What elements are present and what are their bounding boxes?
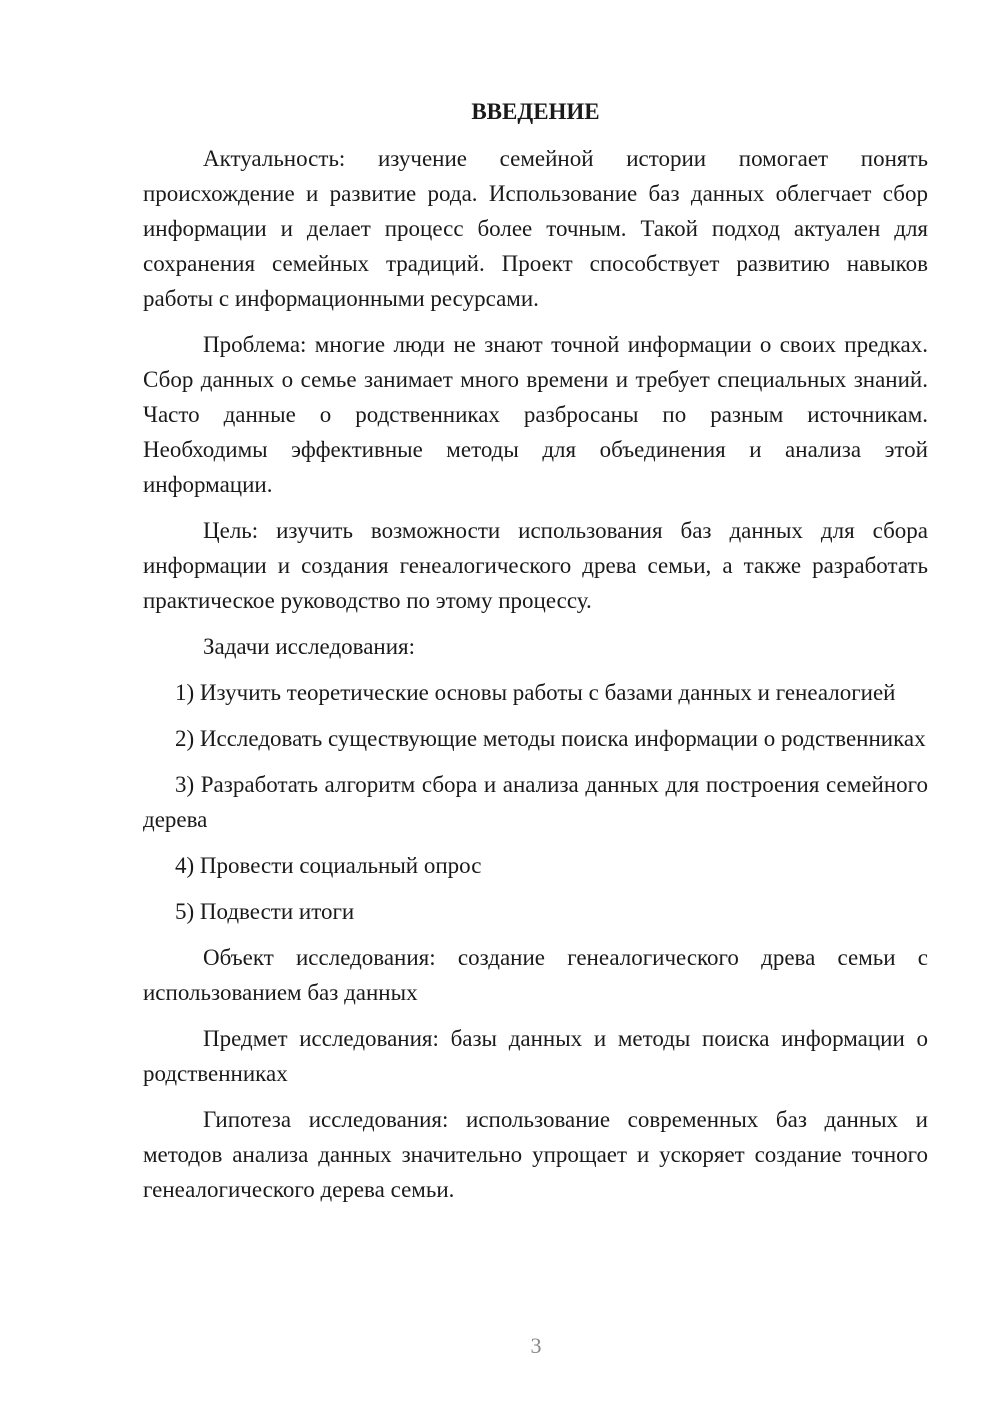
tasks-list [143,675,928,929]
paragraph-object: Объект исследования: создание генеалогического древа семьи с использованием баз данных [143,945,928,1005]
list-item: 2) Исследовать существующие методы поиска информации о родственниках [175,726,926,751]
list-item: 5) Подвести итоги [175,899,355,924]
paragraph-relevance: Актуальность: изучение семейной истории помогает понять происхождение и развитие рода. Использование баз данных облегчает сбор информации и делает процесс более точным. Такой подход актуален для сохранения семейных традиций. Проект способствует развитию навыков работы с информационными ресурсами. [143,146,928,311]
list-item: 3) Разработать алгоритм сбора и анализа данных для построения семейного дерева [143,772,928,832]
list-item: 1) Изучить теоретические основы работы с базами данных и генеалогией [175,680,896,705]
paragraph-hypothesis: Гипотеза исследования: использование современных баз данных и методов анализа данных значительно упрощает и ускоряет создание точного генеалогического дерева семьи. [143,1107,928,1202]
tasks-heading: Задачи исследования: [203,634,416,659]
list-item: 4) Провести социальный опрос [175,853,482,878]
document-body [143,94,928,1218]
paragraph-problem: Проблема: многие люди не знают точной информации о своих предках. Сбор данных о семье занимает много времени и требует специальных знаний. Часто данные о родственниках разбросаны по разным источникам. Необходимы эффективные методы для объединения и анализа этой информации. [143,332,928,497]
paragraph-goal: Цель: изучить возможности использования баз данных для сбора информации и создания генеалогического древа семьи, а также разработать практическое руководство по этому процессу. [143,518,928,613]
paragraph-subject: Предмет исследования: базы данных и методы поиска информации о родственниках [143,1026,928,1086]
page-number: 3 [530,1333,542,1358]
section-title: ВВЕДЕНИЕ [471,99,600,124]
